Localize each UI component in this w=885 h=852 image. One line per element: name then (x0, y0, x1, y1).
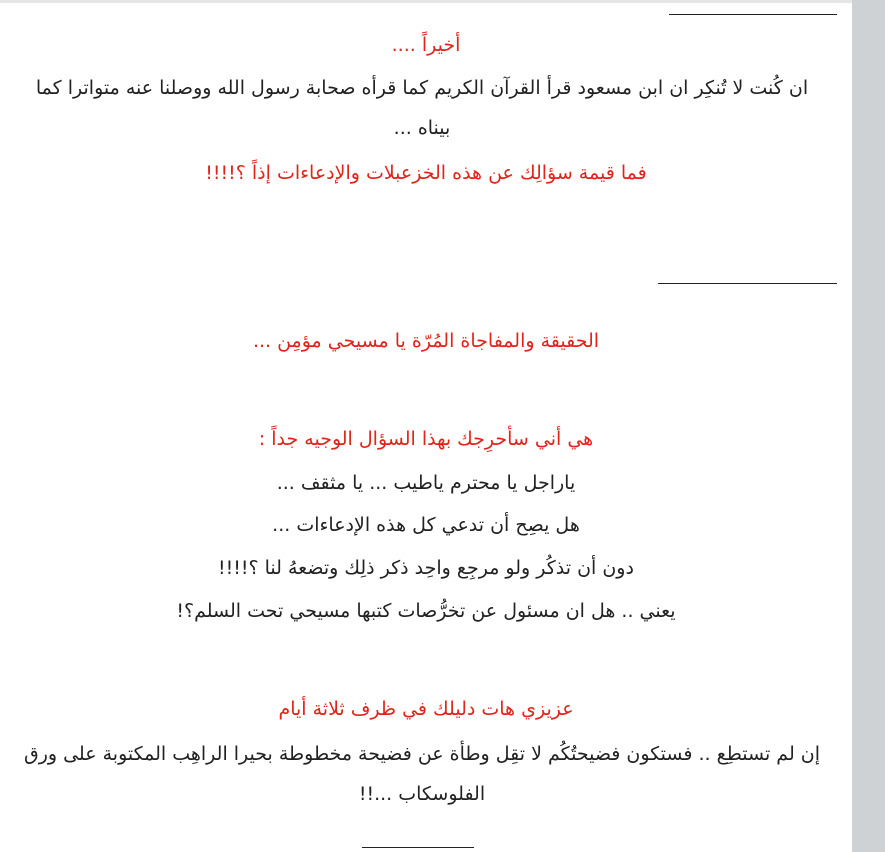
divider-middle (658, 283, 837, 284)
text-line: يعني .. هل ان مسئول عن تخرُّصات كتبها مسيحي تحت السلم؟! (176, 600, 676, 622)
text-line: ياراجل يا محترم ياطيب ... يا مثقف ... (276, 472, 576, 494)
subheading-question: هي أني سأحرِجك بهذا السؤال الوجيه جداً : (258, 428, 594, 450)
paragraph-ibn-masud: ان كُنت لا تُنكِر ان ابن مسعود قرأ القرآن الكريم كما قرأه صحابة رسول الله ووصلنا عنه متواترا كما بيناه ... (35, 77, 809, 139)
text-line: هل يصِح أن تدعي كل هذه الإدعاءات ... (272, 514, 580, 536)
challenge-three-days: عزيزي هات دليلك في ظرف ثلاثة أيام (278, 698, 574, 720)
text-line: دون أن تذكُر ولو مرجِع واحِد ذكر ذلِك وتضعهُ لنا ؟!!!! (218, 557, 634, 579)
question-value: فما قيمة سؤالِك عن هذه الخزعبلات والإدعاءات إذاً ؟!!!! (205, 162, 647, 184)
paragraph-bahira-manuscript: إن لم تستطِع .. فستكون فضيحتُكُم لا تقِل وطأة عن فضيحة مخطوطة بحيرا الراهِب المكتوبة على ورق الفلوسكاب ...!! (23, 743, 821, 805)
heading-finally: أخيراً .... (391, 34, 461, 56)
divider-top (669, 14, 837, 15)
scrollbar[interactable] (852, 0, 885, 852)
heading-bitter-truth: الحقيقة والمفاجاة المُرّة يا مسيحي مؤمِن ... (252, 330, 600, 352)
divider-bottom (362, 847, 474, 848)
